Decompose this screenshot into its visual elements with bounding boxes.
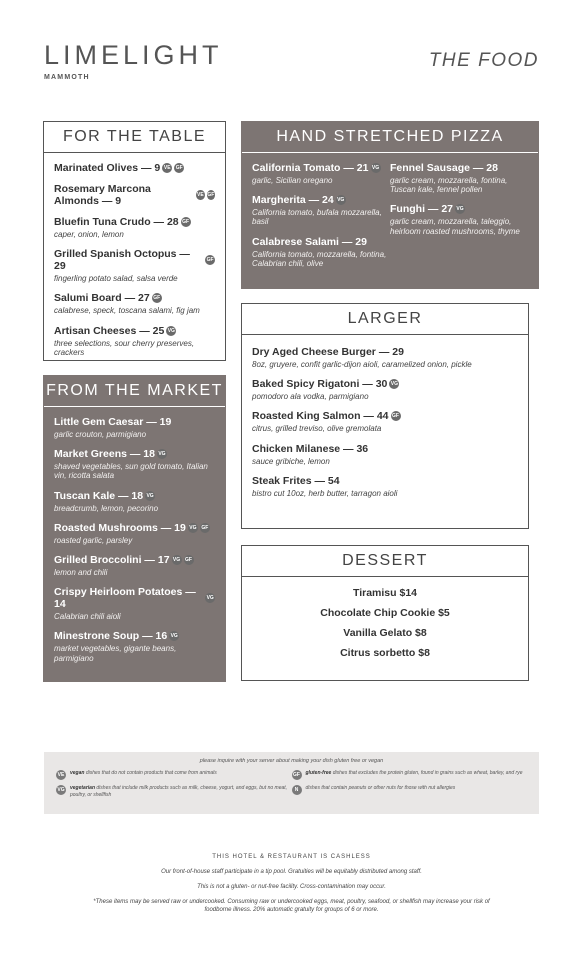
menu-item [54,630,215,662]
legend-description: dishes that do not contain products that come from animals [85,770,217,776]
menu-item-description: three selections, sour cherry preserves, crackers [54,338,195,357]
menu-item-name-text: Rosemary Marcona Almonds — 9 [54,183,151,207]
diet-badge-icon: GF [207,192,215,198]
menu-item [54,162,215,174]
brand-name: LIMELIGHT [44,40,223,70]
section-title: HAND STRETCHED PIZZA [242,122,538,153]
menu-item-name [54,490,215,502]
diet-badge-icon: GF [201,524,209,531]
diet-badge-icon: VG [456,206,464,213]
legend-term: vegan [70,770,85,776]
menu-item-description: fingerling potato salad, salsa verde [54,274,178,284]
menu-item-name-text: Roasted King Salmon — 44 [252,410,389,423]
diet-badge-icon: VG [170,633,178,640]
section-title: FROM THE MARKET [44,376,225,407]
menu-item-name-text: Dry Aged Cheese Burger — 29 [252,346,404,358]
menu-item-description: sauce gribiche, lemon [252,456,330,466]
menu-item [54,490,215,513]
section-title: LARGER [242,304,528,335]
raw-food-warning: *These items may be served raw or undercooked. Consuming raw or undercooked eggs, meat, poultry, seafood, or shellfish may increase your risk of foodborne illness. 20% automatic gratuity for groups of 6 or more. [93,899,490,914]
menu-item-name-text: Marinated Olives — 9 [54,162,161,174]
menu-item [390,203,528,235]
menu-item [54,554,215,577]
diet-badge-icon: VE [163,165,171,171]
legend-description: dishes that include milk products such as milk, cheese, yogurt, and eggs, but no meat, poultry, or shellfish [70,785,288,798]
menu-item-name-text: California Tomato — 21 [252,162,369,174]
menu-item-name-text: Salumi Board — 27 [54,292,150,305]
diet-badge-icon: VE [56,770,66,780]
menu-item [54,183,215,207]
menu-item-description: caper, onion, lemon [54,230,124,239]
diet-badge-icon: GF [182,219,190,225]
diet-badge-icon: VG [158,451,166,458]
legend-entry [56,770,292,780]
menu-item-name-text: Artisan Cheeses — 25 [54,324,165,337]
dessert-item: Vanilla Gelato $8 [343,627,427,639]
menu-item-name [54,630,215,642]
diet-badge-icon: GF [206,257,214,264]
diet-badge-icon: VG [146,492,154,499]
cashless-notice: THIS HOTEL & RESTAURANT IS CASHLESS [212,854,371,860]
menu-item [54,586,215,621]
menu-item [390,162,528,194]
diet-badge-icon: GF [292,770,302,780]
menu-item-name [252,346,518,358]
legend-column-left [56,770,292,803]
menu-item-description: California tomato, mozzarella, fontina, Calabrian chili, olive [252,249,387,268]
menu-item [252,378,518,401]
menu-item [54,216,215,239]
diet-badge-icon: VG [206,595,214,602]
menu-item-name [54,162,215,174]
menu-item-name [54,248,215,272]
diet-badge-icon: N [292,785,302,795]
diet-badge-icon: VG [167,327,175,334]
menu-item [54,416,215,439]
item-list [44,153,225,357]
menu-item-name [252,475,518,487]
section-title: DESSERT [242,546,528,577]
menu-item-name [54,216,215,228]
section-title: FOR THE TABLE [44,122,225,153]
menu-item [252,194,390,226]
brand-sub: MAMMOTH [44,74,90,81]
menu-item-name-text: Tuscan Kale — 18 [54,489,144,502]
menu-item-description: market vegetables, gigante beans, parmigiano [54,644,177,663]
menu-item-description: garlic cream, mozzarella, fontina, Tuscan kale, fennel pollen [390,176,508,195]
page-title: THE FOOD [428,50,539,71]
menu-item [54,325,215,357]
dessert-item: Tiramisu $14 [352,587,417,599]
menu-item-description: lemon and chili [54,567,108,577]
menu-item-name [54,522,215,534]
menu-item-description: breadcrumb, lemon, pecorino [54,503,159,513]
pizza-column-left [252,162,390,277]
menu-item-name-text: Fennel Sausage — 28 [390,162,498,174]
menu-item [252,443,518,466]
menu-item-description: pomodoro ala vodka, parmigiano [252,392,369,402]
menu-item-description: garlic cream, mozzarella, taleggio, heirloom roasted mushrooms, thyme [390,217,520,236]
diet-badge-icon: GF [153,295,161,302]
facility-notice: This is not a gluten- or nut-free facility. Cross-contamination may occur. [197,884,386,890]
menu-item-description: garlic, Sicilian oregano [252,176,333,185]
legend-header: please inquire with your server about making your dish gluten free or vegan [199,758,384,764]
menu-item-name-text: Bluefin Tuna Crudo — 28 [54,216,179,228]
legend-entry [56,785,292,798]
diet-badge-icon: VG [337,197,345,204]
diet-badge-icon: GF [185,556,192,563]
section-dessert [241,545,529,681]
dietary-legend [44,752,539,814]
menu-item-description: California tomato, bufala mozzarella, basil [252,208,382,227]
menu-item-name-text: Calabrese Salami — 29 [252,235,367,248]
legend-text [70,770,217,777]
menu-item-name-text: Crispy Heirloom Potatoes — 14 [54,586,196,611]
menu-item-name-text: Roasted Mushrooms — 19 [54,521,186,534]
section-larger [241,303,529,529]
tip-notice: Our front-of-house staff participate in a tip pool. Gratuities will be equitably distributed among staff. [161,869,422,875]
legend-column-right [292,770,528,803]
menu-item-name-text: Steak Frites — 54 [252,474,340,487]
section-from-the-market [43,375,226,682]
legend-term: vegetarian [70,785,96,791]
dessert-list [242,577,528,659]
diet-badge-icon: VG [189,524,197,531]
menu-item-name-text: Grilled Broccolini — 17 [54,553,170,566]
menu-item-name [54,448,215,460]
diet-badge-icon: GF [392,413,399,420]
menu-item [54,248,215,283]
menu-item-name-text: Grilled Spanish Octopus — 29 [54,248,190,273]
menu-item-description: Calabrian chili aioli [54,612,121,622]
menu-item-name-text: Funghi — 27 [390,203,453,216]
section-pizza [241,121,539,289]
menu-item-name-text: Margherita — 24 [252,194,334,207]
menu-item-name-text: Market Greens — 18 [54,448,155,461]
menu-item [54,522,215,545]
diet-badge-icon: VG [56,785,66,795]
menu-item [54,292,215,315]
menu-item-name [54,586,215,610]
item-list [242,335,528,498]
menu-item-description: bistro cut 10oz, herb butter, tarragon aioli [252,488,398,498]
menu-item-name [54,292,215,304]
diet-badge-icon: VE [197,192,204,198]
section-for-the-table [43,121,226,361]
menu-item [252,346,518,369]
menu-item [54,448,215,480]
legend-description: dishes that contain peanuts or other nuts for those with nut allergies [305,785,456,791]
diet-badge-icon: GF [175,165,183,171]
menu-item [252,162,390,185]
menu-item-description: 8oz, gruyere, confit garlic-dijon aioli, caramelized onion, pickle [252,360,472,369]
menu-item-name [54,183,215,207]
menu-item-name [252,443,518,455]
menu-item-name [54,416,215,428]
menu-item-description: calabrese, speck, toscana salami, fig jam [54,306,200,316]
legend-text [306,770,523,777]
dessert-item: Citrus sorbetto $8 [340,647,430,659]
item-list [44,407,225,663]
diet-badge-icon: VG [390,381,398,388]
menu-item-description: citrus, grilled treviso, olive gremolata [252,424,382,434]
menu-item-name [54,554,215,566]
diet-badge-icon: VG [371,165,380,171]
brand-logo [44,42,223,81]
menu-item-name [252,162,390,174]
diet-badge-icon: VG [172,556,181,563]
legend-entry [292,785,528,795]
menu-item-name [252,378,518,390]
menu-item-name-text: Minestrone Soup — 16 [54,630,168,643]
menu-item-name [390,203,528,215]
dessert-item: Chocolate Chip Cookie $5 [320,607,450,619]
menu-item-name [54,325,215,337]
menu-item [252,475,518,498]
menu-item-name-text: Little Gem Caesar — 19 [54,416,172,428]
menu-item-name-text: Baked Spicy Rigatoni — 30 [252,378,388,391]
menu-item-description: roasted garlic, parsley [54,535,133,545]
legend-description: dishes that excludes the protein gluten, found in grains such as wheat, barley, and rye [332,770,523,776]
menu-item-name-text: Chicken Milanese — 36 [252,442,369,455]
menu-item-description: shaved vegetables, sun gold tomato, Italian vin, ricotta salata [54,462,208,481]
menu-item-name [390,162,528,174]
menu-item-name [252,410,518,422]
menu-item-name [252,236,390,248]
menu-item-description: garlic crouton, parmigiano [54,430,147,439]
legend-text [70,785,292,798]
legend-text [306,785,456,792]
pizza-column-right [390,162,528,277]
legend-term: gluten-free [305,770,332,776]
menu-item [252,410,518,433]
menu-item [252,236,390,268]
menu-item-name [252,194,390,206]
legend-entry [292,770,528,780]
